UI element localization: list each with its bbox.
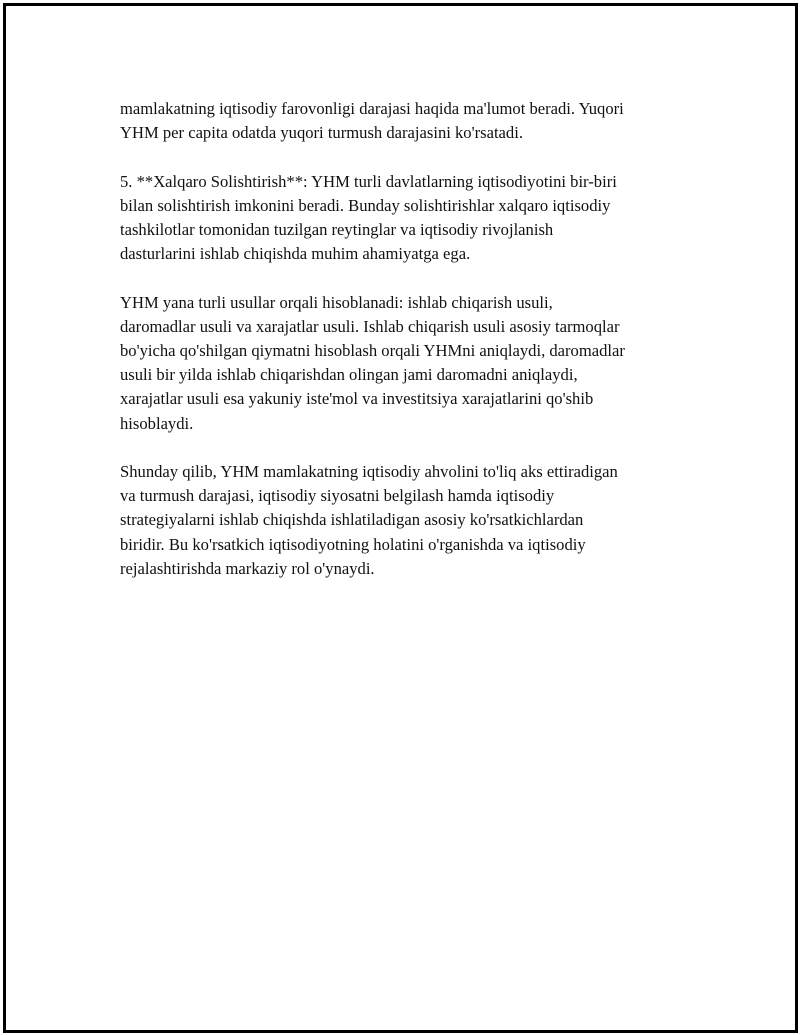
paragraph-gdp-per-capita: mamlakatning iqtisodiy farovonligi darajasi haqida ma'lumot beradi. Yuqori YHM per capita odatda yuqori turmush darajasini ko'rsatadi. [120,99,624,143]
paragraph-conclusion: Shunday qilib, YHM mamlakatning iqtisodiy ahvolini to'liq aks ettiradigan va turmush darajasi, iqtisodiy siyosatni belgilash hamda iqtisodiy strategiyalarni ishlab chiqishda ishlatiladigan asosiy ko'rsatkichlardan biridir. Bu ko'rsatkich iqtisodiyotning holatini o'rganishda va iqtisodiy rejalashtirishda markaziy rol o'ynaydi. [120,462,618,578]
paragraph-calculation-methods: YHM yana turli usullar orqali hisoblanadi: ishlab chiqarish usuli, daromadlar usuli va xarajatlar usuli. Ishlab chiqarish usuli asosiy tarmoqlar bo'yicha qo'shilgan qiymatni hisoblash orqali YHMni aniqlaydi, daromadlar usuli bir yilda ishlab chiqarishdan olingan jami daromadni aniqlaydi, xarajatlar usuli esa yakuniy iste'mol va investitsiya xarajatlarini qo'shib hisoblaydi. [120,292,625,433]
paragraph-international-comparison: 5. **Xalqaro Solishtirish**: YHM turli davlatlarning iqtisodiyotini bir-biri bilan solishtirish imkonini beradi. Bunday solishtirishlar xalqaro iqtisodiy tashkilotlar tomonidan tuzilgan reytinglar va iqtisodiy rivojlanish dasturlarini ishlab chiqishda muhim ahamiyatga ega. [120,171,617,264]
page-content [120,97,695,605]
page-frame [3,3,798,1033]
